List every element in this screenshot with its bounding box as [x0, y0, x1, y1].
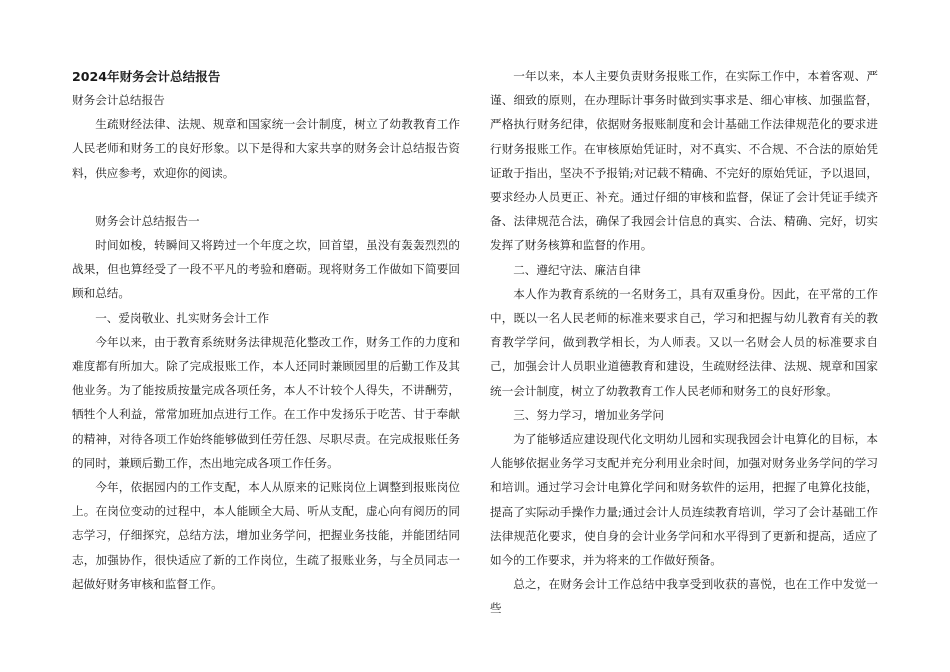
- section-3-paragraph-1: 为了能够适应建设现代化文明幼儿园和实现我园会计电算化的目标，本人能够依据业务学习支配并充分利用业余时间，加强对财务业务学问的学习和培训。通过学习会计电算化学问和财务软件的运用，把握了电算化技能，提高了实际动手操作力量;通过会计人员连续教育培训，学习了会计基础工作法律规范化要求，使自身的会计业务学问和水平得到了更新和提高，适应了如今的工作要求，并为将来的工作做好预备。: [490, 432, 878, 568]
- right-column: [490, 64, 878, 621]
- document-subtitle: 财务会计总结报告: [72, 93, 165, 107]
- closing-paragraph: 总之，在财务会计工作总结中我享受到收获的喜悦，也在工作中发觉一些: [490, 577, 878, 616]
- blank-line: [72, 185, 460, 209]
- section-1-paragraph-3: 一年以来，本人主要负责财务报账工作，在实际工作中，本着客观、严谨、细致的原则，在办理眎计事务时做到实事求是、细心审核、加强监督，严格执行财务纪律，依据财务报账制度和会计基础工作法律规范化的要求进行财务报账工作。在审核原始凭证时，对不真实、不合规、不合法的原始凭证敢于指出，坚决不予报销;对记载不精确、不完好的原始凭证，予以退回，要求经办人员更正、补充。通过仔细的审核和监督，保证了会计凭证手续齐备、法律规范合法，确保了我园会计信息的真实、合法、精确、完好，切实发挥了财务核算和监督的作用。: [490, 69, 878, 253]
- document-title: 2024年财务会计总结报告: [72, 69, 221, 84]
- section-1-paragraph-1: 今年以来，由于教育系统财务法律规范化整改工作，财务工作的力度和难度都有所加大。除了完成报账工作，本人还同时兼顾园里的后勤工作及其他业务。为了能按质按量完成各项任务，本人不计较个人得失，不讲酬劳，牺牲个人利益，常常加班加点进行工作。在工作中发扬乐于吃苦、甘于奉献的精神，对待各项工作始终能够做到任劳任怨、尽职尽责。在完成报账任务的同时，兼顾后勤工作，杰出地完成各项工作任务。: [72, 334, 460, 470]
- report-heading: 财务会计总结报告一: [95, 213, 200, 228]
- section-2-heading: 二、遵纪守法、廉洁自律: [513, 262, 641, 277]
- left-column: [72, 64, 460, 596]
- section-2-paragraph-1: 本人作为教育系统的一名财务工，具有双重身份。因此，在平常的工作中，既以一名人民老师的标准来要求自己，学习和把握与幼儿教育有关的教育教学学问，做到教学相长，为人师表。又以一名财会人员的标准要求自己，加强会计人员职业道德教育和建设，生疏财经法律、法规、规章和国家统一会计制度，树立了幼教教育工作人民老师和财务工的良好形象。: [490, 286, 878, 398]
- section-1-heading: 一、爱岗敬业、扎实财务会计工作: [95, 310, 270, 325]
- intro-paragraph: 生疏财经法律、法规、规章和国家统一会计制度，树立了幼教教育工作人民老师和财务工的良好形象。以下是得和大家共享的财务会计总结报告资料，供应参考，欢迎你的阅读。: [72, 117, 460, 180]
- section-3-heading: 三、努力学习，增加业务学问: [513, 407, 664, 422]
- section-1-paragraph-2: 今年，依据园内的工作支配，本人从原来的记账岗位上调整到报账岗位上。在岗位变动的过程中，本人能顾全大局、听从支配，虚心向有阅历的同志学习，仔细探究，总结方法，增加业务学问，把握业务技能，并能团结同志，加强协作，很快适应了新的工作岗位，生疏了报账业务，与全员同志一起做好财务审核和监督工作。: [72, 480, 460, 591]
- opening-paragraph: 时间如梭，转瞬间又将跨过一个年度之坎，回首望，虽没有轰轰烈烈的战果，但也算经受了一段不平凡的考验和磨砺。现将财务工作做如下简要回顾和总结。: [72, 238, 460, 301]
